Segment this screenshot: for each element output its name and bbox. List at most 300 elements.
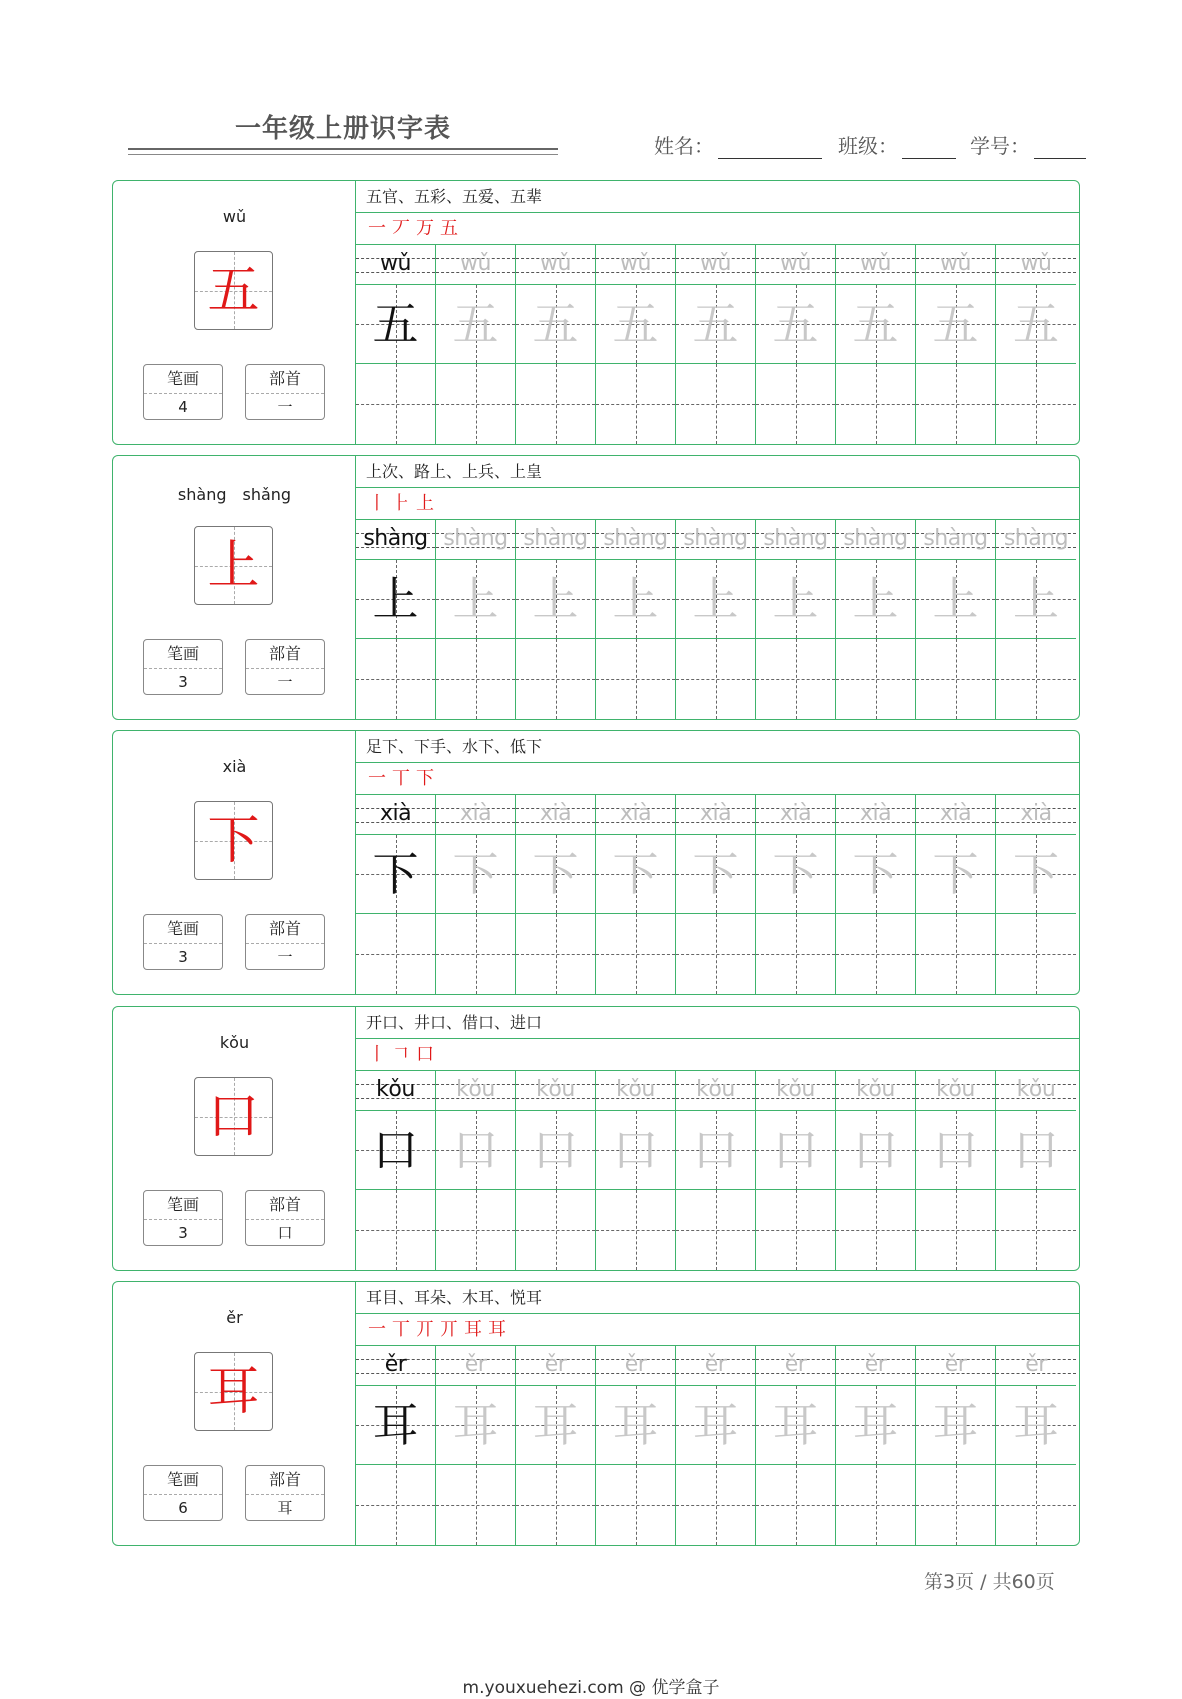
blank-practice-cell[interactable] <box>436 639 516 719</box>
stroke-step: 耳 <box>464 1319 488 1340</box>
practice-area <box>356 456 1079 719</box>
practice-pinyin: ěr <box>464 1352 487 1377</box>
char-practice-cell[interactable] <box>516 835 596 914</box>
blank-practice-cell[interactable] <box>836 1465 916 1545</box>
pinyin-practice-cell[interactable] <box>596 520 676 560</box>
pinyin-practice-cell[interactable] <box>996 1346 1076 1386</box>
blank-practice-cell[interactable] <box>596 914 676 994</box>
char-practice-cell[interactable] <box>356 285 436 364</box>
pinyin-practice-cell[interactable] <box>756 520 836 560</box>
practice-grid <box>356 1071 1079 1270</box>
character-card <box>112 455 1080 720</box>
stroke-count-box <box>143 639 223 695</box>
blank-practice-cell[interactable] <box>916 639 996 719</box>
char-practice-cell[interactable] <box>596 835 676 914</box>
char-practice-cell[interactable] <box>516 1386 596 1465</box>
char-practice-cell[interactable] <box>596 1386 676 1465</box>
practice-char: 五 <box>452 297 499 351</box>
stroke-count-box <box>143 914 223 970</box>
pinyin-practice-cell[interactable] <box>756 245 836 285</box>
char-practice-cell[interactable] <box>756 285 836 364</box>
student-id-blank[interactable] <box>1034 134 1086 159</box>
stroke-count-value: 4 <box>178 398 188 416</box>
char-practice-cell[interactable] <box>516 285 596 364</box>
char-practice-cell[interactable] <box>996 835 1076 914</box>
char-practice-cell[interactable] <box>756 835 836 914</box>
blank-practice-cell[interactable] <box>356 1190 436 1270</box>
practice-char: 口 <box>772 1123 819 1177</box>
name-label: 姓名： <box>654 134 714 158</box>
pinyin-practice-cell[interactable] <box>676 1346 756 1386</box>
practice-pinyin: wǔ <box>700 251 731 276</box>
blank-practice-cell[interactable] <box>756 1465 836 1545</box>
pinyin-practice-cell[interactable] <box>596 1071 676 1111</box>
blank-practice-cell[interactable] <box>996 639 1076 719</box>
practice-pinyin: ěr <box>784 1352 807 1377</box>
character-box <box>194 1352 273 1431</box>
radical-label: 部首 <box>246 915 324 944</box>
pinyin-practice-cell[interactable] <box>596 1346 676 1386</box>
char-practice-cell[interactable] <box>836 560 916 639</box>
practice-char: 上 <box>1013 572 1059 626</box>
pinyin-practice-cell[interactable] <box>756 1071 836 1111</box>
pinyin-practice-cell[interactable] <box>516 520 596 560</box>
pinyin-practice-cell[interactable] <box>676 795 756 835</box>
practice-area <box>356 181 1079 444</box>
character-card <box>112 180 1080 445</box>
pinyin-practice-cell[interactable] <box>836 520 916 560</box>
stroke-step: 丆 <box>392 218 416 239</box>
practice-pinyin: xià <box>939 801 972 826</box>
student-id-field <box>970 130 1086 159</box>
practice-pinyin: kǒu <box>456 1077 495 1102</box>
char-practice-cell[interactable] <box>596 1111 676 1190</box>
blank-practice-cell[interactable] <box>836 1190 916 1270</box>
practice-char: 上 <box>372 572 419 626</box>
char-practice-cell[interactable] <box>676 835 756 914</box>
practice-pinyin: shàng <box>523 526 588 551</box>
stroke-step: 𠃍 <box>392 1044 416 1065</box>
practice-char: 下 <box>692 847 739 901</box>
char-practice-cell[interactable] <box>836 285 916 364</box>
pinyin-practice-cell[interactable] <box>436 795 516 835</box>
stroke-step: 丅 <box>392 768 416 789</box>
practice-pinyin: shàng <box>1003 526 1069 551</box>
character-card <box>112 1281 1080 1546</box>
practice-char: 上 <box>452 572 499 626</box>
blank-practice-cell[interactable] <box>516 364 596 444</box>
char-practice-cell[interactable] <box>836 835 916 914</box>
practice-char: 上 <box>932 572 979 626</box>
character-pinyin: wǔ <box>222 207 247 226</box>
practice-pinyin: shàng <box>763 526 828 551</box>
pinyin-practice-cell[interactable] <box>836 795 916 835</box>
practice-grid <box>356 795 1079 994</box>
char-practice-cell[interactable] <box>356 560 436 639</box>
radical-box <box>245 1465 325 1521</box>
practice-pinyin: wǔ <box>780 251 811 276</box>
stroke-step: 丨 <box>368 493 392 514</box>
practice-pinyin: shàng <box>443 526 508 551</box>
char-practice-cell[interactable] <box>516 560 596 639</box>
stroke-count-box <box>143 364 223 420</box>
practice-pinyin: shàng <box>923 526 988 551</box>
practice-pinyin: ěr <box>1025 1352 1047 1377</box>
character-glyph: 上 <box>207 536 260 596</box>
practice-pinyin: kǒu <box>1016 1077 1056 1102</box>
pinyin-practice-cell[interactable] <box>436 245 516 285</box>
practice-char: 耳 <box>532 1398 579 1452</box>
stroke-count-value: 3 <box>178 673 188 691</box>
practice-char: 下 <box>452 847 499 901</box>
practice-pinyin: xià <box>699 801 732 826</box>
char-practice-cell[interactable] <box>676 1386 756 1465</box>
pinyin-practice-cell[interactable] <box>916 520 996 560</box>
practice-area <box>356 1282 1079 1545</box>
blank-practice-cell[interactable] <box>916 914 996 994</box>
blank-practice-cell[interactable] <box>676 364 756 444</box>
blank-practice-cell[interactable] <box>436 1465 516 1545</box>
char-practice-cell[interactable] <box>356 1111 436 1190</box>
blank-practice-cell[interactable] <box>836 914 916 994</box>
practice-char: 耳 <box>852 1398 899 1452</box>
stroke-step: 一 <box>368 1319 392 1340</box>
pinyin-practice-cell[interactable] <box>436 520 516 560</box>
practice-pinyin: xià <box>859 801 892 826</box>
pinyin-practice-cell[interactable] <box>916 245 996 285</box>
stroke-step: 一 <box>368 768 392 789</box>
character-pinyin: kǒu <box>219 1033 250 1052</box>
blank-practice-cell[interactable] <box>836 364 916 444</box>
blank-practice-cell[interactable] <box>436 914 516 994</box>
practice-pinyin: wǔ <box>620 251 651 276</box>
stroke-count-box <box>143 1465 223 1521</box>
radical-value: 一 <box>277 673 293 691</box>
pinyin-practice-cell[interactable] <box>676 1071 756 1111</box>
character-box <box>194 526 273 605</box>
stroke-step: ⺊ <box>392 493 416 514</box>
practice-pinyin: xià <box>779 801 812 826</box>
practice-char: 口 <box>692 1123 739 1177</box>
blank-practice-cell[interactable] <box>356 1465 436 1545</box>
char-practice-cell[interactable] <box>676 1111 756 1190</box>
char-practice-cell[interactable] <box>996 1386 1076 1465</box>
blank-practice-cell[interactable] <box>996 1190 1076 1270</box>
char-practice-cell[interactable] <box>356 1386 436 1465</box>
character-info <box>113 456 356 719</box>
blank-practice-cell[interactable] <box>596 364 676 444</box>
char-practice-cell[interactable] <box>836 1386 916 1465</box>
radical-box <box>245 1190 325 1246</box>
pinyin-practice-cell[interactable] <box>436 1071 516 1111</box>
blank-practice-cell[interactable] <box>356 914 436 994</box>
char-practice-cell[interactable] <box>996 285 1076 364</box>
pinyin-practice-cell[interactable] <box>516 795 596 835</box>
practice-grid <box>356 520 1079 719</box>
practice-char: 口 <box>852 1123 899 1177</box>
char-practice-cell[interactable] <box>596 560 676 639</box>
practice-pinyin: shàng <box>603 526 668 551</box>
page-number: 第3页 / 共60页 <box>924 1571 1055 1593</box>
char-practice-cell[interactable] <box>916 1111 996 1190</box>
practice-pinyin: wǔ <box>380 251 411 276</box>
radical-box <box>245 639 325 695</box>
practice-pinyin: ěr <box>384 1352 407 1377</box>
stroke-step: 下 <box>416 768 440 789</box>
char-practice-cell[interactable] <box>836 1111 916 1190</box>
practice-pinyin: kǒu <box>536 1077 575 1102</box>
char-practice-cell[interactable] <box>916 560 996 639</box>
practice-char: 下 <box>772 847 819 901</box>
character-info <box>113 731 356 994</box>
char-practice-cell[interactable] <box>996 560 1076 639</box>
stroke-step: 丌 <box>440 1319 464 1340</box>
blank-practice-cell[interactable] <box>356 639 436 719</box>
pinyin-practice-cell[interactable] <box>356 520 436 560</box>
character-box <box>194 251 273 330</box>
pinyin-practice-cell[interactable] <box>996 1071 1076 1111</box>
blank-practice-cell[interactable] <box>916 364 996 444</box>
practice-char: 上 <box>612 572 659 626</box>
practice-char: 耳 <box>372 1398 419 1452</box>
pinyin-practice-cell[interactable] <box>996 520 1076 560</box>
char-practice-cell[interactable] <box>436 1386 516 1465</box>
practice-char: 口 <box>452 1123 499 1177</box>
character-glyph: 五 <box>207 261 260 321</box>
stroke-count-value: 6 <box>178 1499 188 1517</box>
stroke-order <box>356 763 1079 795</box>
pinyin-practice-cell[interactable] <box>596 245 676 285</box>
blank-practice-cell[interactable] <box>596 1190 676 1270</box>
blank-practice-cell[interactable] <box>996 1465 1076 1545</box>
character-glyph: 耳 <box>207 1362 260 1422</box>
name-blank[interactable] <box>718 134 822 159</box>
practice-char: 耳 <box>612 1398 659 1452</box>
example-words: 开口、井口、借口、进口 <box>356 1007 1079 1039</box>
practice-pinyin: ěr <box>864 1352 887 1377</box>
practice-pinyin: ěr <box>544 1352 567 1377</box>
blank-practice-cell[interactable] <box>436 1190 516 1270</box>
stroke-step: 一 <box>368 218 392 239</box>
blank-practice-cell[interactable] <box>356 364 436 444</box>
char-practice-cell[interactable] <box>916 1386 996 1465</box>
practice-char: 下 <box>532 847 579 901</box>
radical-label: 部首 <box>246 1466 324 1495</box>
char-practice-cell[interactable] <box>596 285 676 364</box>
pinyin-practice-cell[interactable] <box>596 795 676 835</box>
practice-grid <box>356 245 1079 444</box>
practice-char: 五 <box>932 297 979 351</box>
practice-pinyin: kǒu <box>856 1077 895 1102</box>
pinyin-practice-cell[interactable] <box>356 1346 436 1386</box>
title-underline <box>128 148 558 150</box>
blank-practice-cell[interactable] <box>916 1465 996 1545</box>
character-pinyin: shàng shǎng <box>177 485 292 504</box>
title-underline-thin <box>128 154 558 155</box>
pinyin-practice-cell[interactable] <box>916 795 996 835</box>
practice-char: 下 <box>852 847 899 901</box>
char-practice-cell[interactable] <box>756 1386 836 1465</box>
practice-char: 耳 <box>932 1398 979 1452</box>
stroke-count-label: 笔画 <box>144 915 222 944</box>
practice-pinyin: xià <box>459 801 492 826</box>
pinyin-practice-cell[interactable] <box>996 795 1076 835</box>
blank-practice-cell[interactable] <box>516 914 596 994</box>
practice-char: 五 <box>772 297 819 351</box>
character-info <box>113 1282 356 1545</box>
char-practice-cell[interactable] <box>756 1111 836 1190</box>
char-practice-cell[interactable] <box>436 560 516 639</box>
practice-char: 口 <box>612 1123 659 1177</box>
character-box <box>194 1077 273 1156</box>
char-practice-cell[interactable] <box>916 835 996 914</box>
practice-pinyin: xià <box>379 801 412 826</box>
stroke-count-box <box>143 1190 223 1246</box>
radical-label: 部首 <box>246 1191 324 1220</box>
blank-practice-cell[interactable] <box>676 914 756 994</box>
radical-value: 耳 <box>277 1499 293 1517</box>
stroke-step: 丅 <box>392 1319 416 1340</box>
stroke-step: 上 <box>416 493 440 514</box>
practice-char: 下 <box>1013 847 1059 901</box>
stroke-count-label: 笔画 <box>144 365 222 394</box>
example-words: 五官、五彩、五爱、五辈 <box>356 181 1079 213</box>
practice-char: 五 <box>1013 297 1059 351</box>
name-field <box>654 130 822 159</box>
practice-pinyin: kǒu <box>696 1077 735 1102</box>
practice-pinyin: shàng <box>363 526 428 551</box>
pinyin-practice-cell[interactable] <box>836 245 916 285</box>
character-card <box>112 730 1080 995</box>
char-practice-cell[interactable] <box>436 1111 516 1190</box>
pinyin-practice-cell[interactable] <box>516 1346 596 1386</box>
practice-pinyin: xià <box>539 801 572 826</box>
practice-char: 上 <box>532 572 579 626</box>
radical-value: 一 <box>277 398 293 416</box>
class-blank[interactable] <box>902 134 956 159</box>
blank-practice-cell[interactable] <box>996 914 1076 994</box>
example-words: 足下、下手、水下、低下 <box>356 731 1079 763</box>
blank-practice-cell[interactable] <box>676 639 756 719</box>
blank-practice-cell[interactable] <box>436 364 516 444</box>
character-glyph: 下 <box>207 811 260 871</box>
blank-practice-cell[interactable] <box>756 1190 836 1270</box>
practice-pinyin: xià <box>1020 801 1052 826</box>
pinyin-practice-cell[interactable] <box>836 1346 916 1386</box>
character-info <box>113 1007 356 1270</box>
char-practice-cell[interactable] <box>436 835 516 914</box>
practice-char: 上 <box>692 572 739 626</box>
practice-char: 下 <box>932 847 979 901</box>
practice-pinyin: ěr <box>944 1352 967 1377</box>
character-glyph: 口 <box>207 1087 260 1147</box>
blank-practice-cell[interactable] <box>596 1465 676 1545</box>
practice-char: 上 <box>772 572 819 626</box>
char-practice-cell[interactable] <box>436 285 516 364</box>
char-practice-cell[interactable] <box>356 835 436 914</box>
char-practice-cell[interactable] <box>676 560 756 639</box>
blank-practice-cell[interactable] <box>916 1190 996 1270</box>
blank-practice-cell[interactable] <box>756 639 836 719</box>
pinyin-practice-cell[interactable] <box>676 520 756 560</box>
practice-char: 口 <box>932 1123 979 1177</box>
practice-char: 下 <box>612 847 659 901</box>
class-field <box>838 130 956 159</box>
blank-practice-cell[interactable] <box>516 639 596 719</box>
blank-practice-cell[interactable] <box>756 364 836 444</box>
stroke-order <box>356 213 1079 245</box>
practice-char: 五 <box>612 297 659 351</box>
char-practice-cell[interactable] <box>916 285 996 364</box>
practice-pinyin: ěr <box>704 1352 727 1377</box>
practice-char: 五 <box>852 297 899 351</box>
practice-char: 耳 <box>692 1398 739 1452</box>
blank-practice-cell[interactable] <box>516 1465 596 1545</box>
char-practice-cell[interactable] <box>756 560 836 639</box>
stroke-step: 口 <box>416 1044 440 1065</box>
blank-practice-cell[interactable] <box>996 364 1076 444</box>
char-practice-cell[interactable] <box>996 1111 1076 1190</box>
practice-pinyin: kǒu <box>936 1077 975 1102</box>
stroke-step: 丌 <box>416 1319 440 1340</box>
pinyin-practice-cell[interactable] <box>836 1071 916 1111</box>
pinyin-practice-cell[interactable] <box>356 795 436 835</box>
practice-char: 下 <box>372 847 419 901</box>
blank-practice-cell[interactable] <box>676 1190 756 1270</box>
stroke-step: 五 <box>440 218 464 239</box>
pinyin-practice-cell[interactable] <box>676 245 756 285</box>
pinyin-practice-cell[interactable] <box>756 795 836 835</box>
stroke-count-value: 3 <box>178 948 188 966</box>
character-info <box>113 181 356 444</box>
practice-pinyin: wǔ <box>460 251 491 276</box>
practice-char: 耳 <box>1013 1398 1059 1452</box>
practice-area <box>356 1007 1079 1270</box>
radical-value: 一 <box>277 948 293 966</box>
practice-char: 五 <box>692 297 739 351</box>
practice-grid <box>356 1346 1079 1545</box>
pinyin-practice-cell[interactable] <box>516 1071 596 1111</box>
stroke-count-label: 笔画 <box>144 1466 222 1495</box>
pinyin-practice-cell[interactable] <box>916 1346 996 1386</box>
worksheet-title: 一年级上册识字表 <box>234 114 451 144</box>
blank-practice-cell[interactable] <box>836 639 916 719</box>
stroke-order <box>356 1314 1079 1346</box>
pinyin-practice-cell[interactable] <box>756 1346 836 1386</box>
practice-pinyin: xià <box>619 801 652 826</box>
pinyin-practice-cell[interactable] <box>436 1346 516 1386</box>
radical-label: 部首 <box>246 640 324 669</box>
stroke-count-label: 笔画 <box>144 1191 222 1220</box>
blank-practice-cell[interactable] <box>676 1465 756 1545</box>
pinyin-practice-cell[interactable] <box>916 1071 996 1111</box>
pinyin-practice-cell[interactable] <box>516 245 596 285</box>
stroke-count-label: 笔画 <box>144 640 222 669</box>
pinyin-practice-cell[interactable] <box>356 1071 436 1111</box>
radical-label: 部首 <box>246 365 324 394</box>
pinyin-practice-cell[interactable] <box>996 245 1076 285</box>
pinyin-practice-cell[interactable] <box>356 245 436 285</box>
char-practice-cell[interactable] <box>676 285 756 364</box>
blank-practice-cell[interactable] <box>596 639 676 719</box>
character-pinyin: xià <box>222 757 247 776</box>
example-words: 耳目、耳朵、木耳、悦耳 <box>356 1282 1079 1314</box>
blank-practice-cell[interactable] <box>516 1190 596 1270</box>
char-practice-cell[interactable] <box>516 1111 596 1190</box>
practice-char: 耳 <box>772 1398 819 1452</box>
blank-practice-cell[interactable] <box>756 914 836 994</box>
practice-char: 口 <box>1013 1123 1059 1177</box>
